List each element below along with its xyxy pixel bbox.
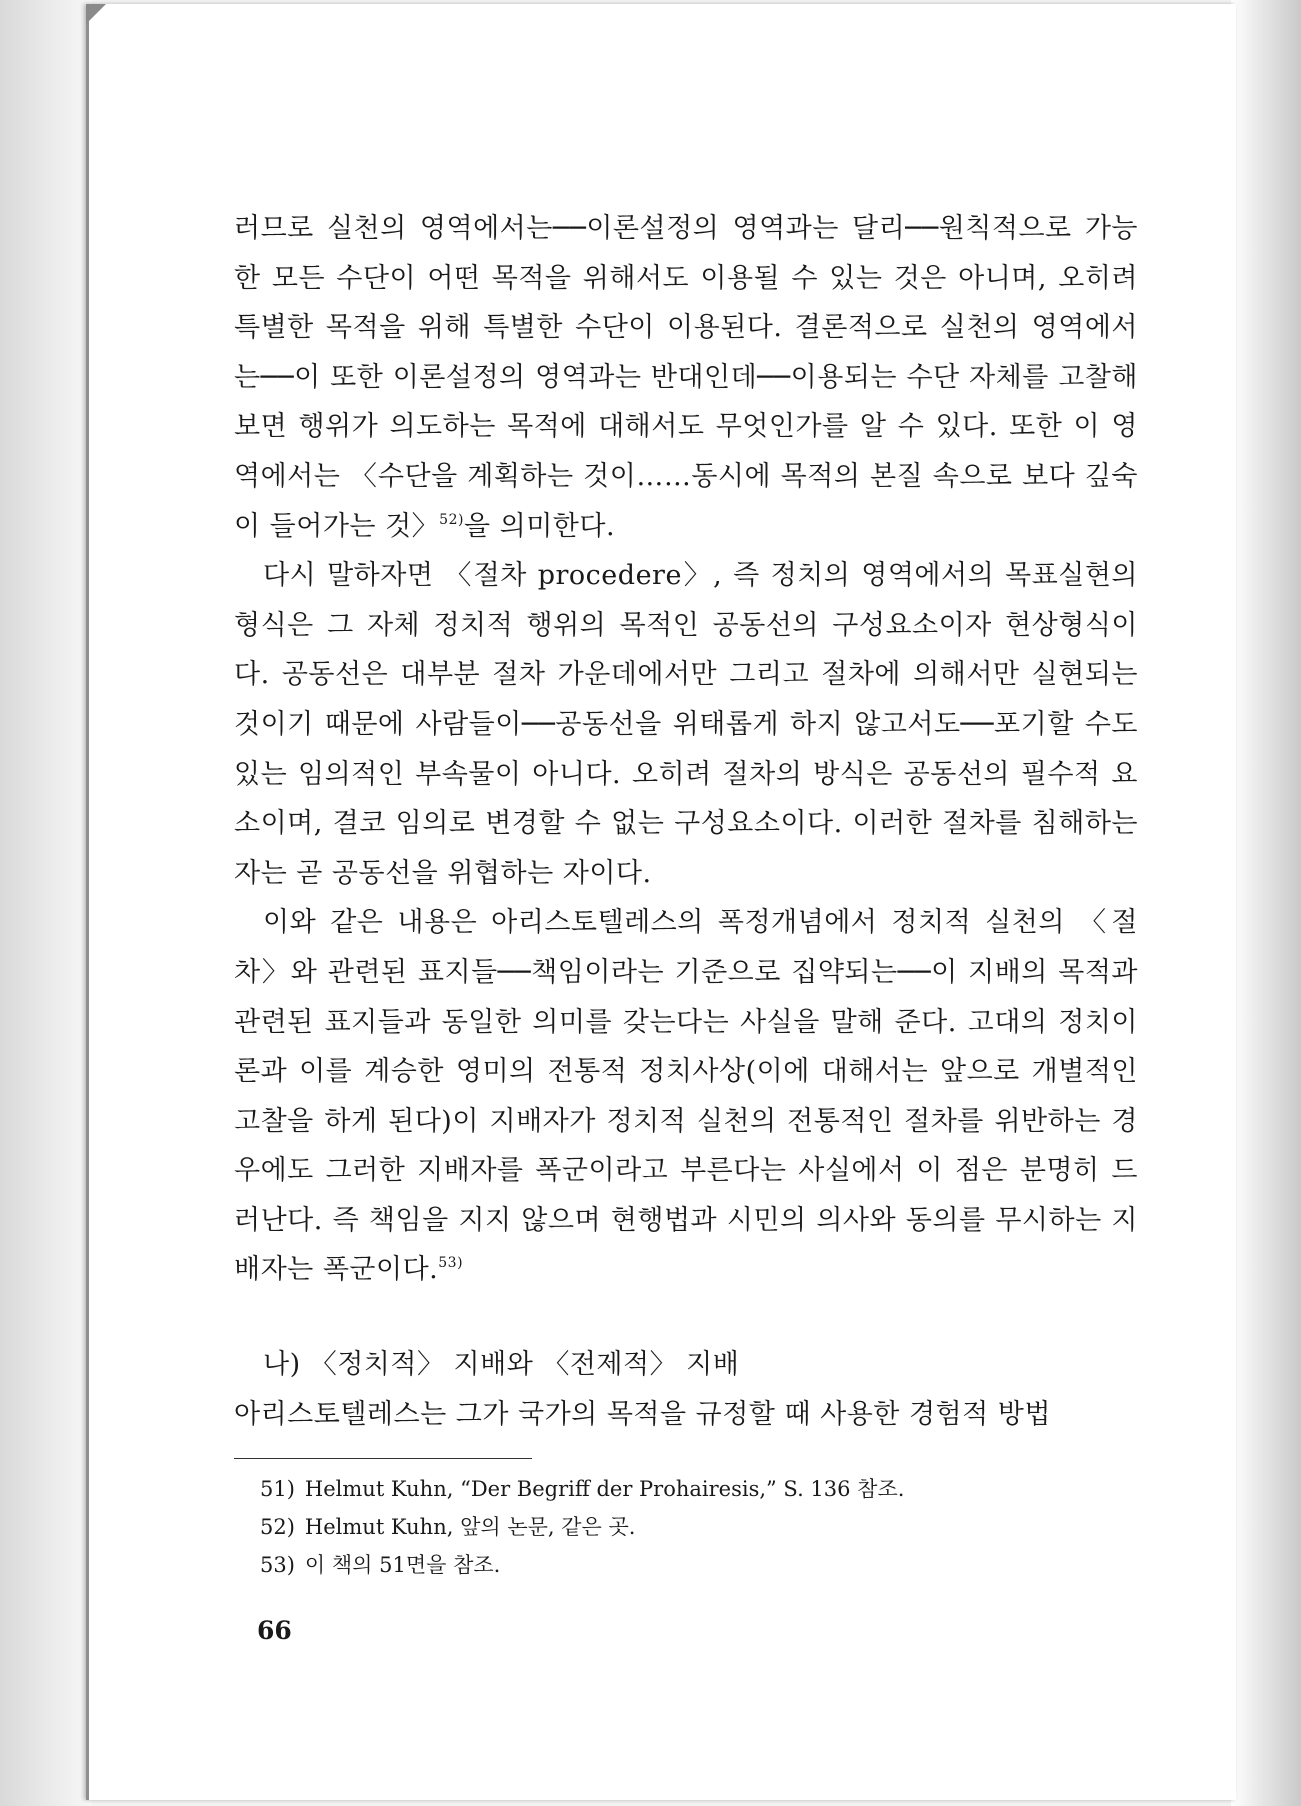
footnote-text: Helmut Kuhn, 앞의 논문, 같은 곳. <box>304 1515 636 1539</box>
footnote-number: 51) <box>260 1477 295 1501</box>
footnote-53 <box>260 1546 1140 1584</box>
footnote-text: 이 책의 51면을 참조. <box>304 1553 501 1577</box>
footnote-reference: 52) <box>439 511 464 528</box>
paragraph-3 <box>234 898 1138 1295</box>
section <box>234 1340 1143 1439</box>
paragraph-text: 이와 같은 내용은 아리스토텔레스의 폭정개념에서 정치적 실천의 〈절차〉와 관련된 표지들──책임이라는 기준으로 집약되는──이 지배의 목적과 관련된 표지들과 동일한 의미를 갖는다는 사실을 말해 준다. 고대의 정치이론과 이를 계승한 영미의 전통적 정치사상(이에 대해서는 앞으로 개별적인 고찰을 하게 된다)이 지배자가 정치적 실천의 전통적인 절차를 위반하는 경우에도 그러한 지배자를 폭군이라고 부른다는 사실에서 이 점은 분명히 드러난다. 즉 책임을 지지 않으며 현행법과 시민의 의사와 동의를 무시하는 지배자는 폭군이다. <box>234 907 1138 1286</box>
footnotes <box>260 1470 1140 1584</box>
footnote-divider <box>234 1458 532 1459</box>
page-edge-shadow <box>1231 0 1301 1806</box>
footnote-text: Helmut Kuhn, “Der Begriff der Prohairesis,” S. 136 참조. <box>304 1477 905 1501</box>
paragraph-text: 러므로 실천의 영역에서는──이론설정의 영역과는 달리──원칙적으로 가능한 모든 수단이 어떤 목적을 위해서도 이용될 수 있는 것은 아니며, 오히려 특별한 목적을 위해 특별한 수단이 이용된다. 결론적으로 실천의 영역에서는──이 또한 이론설정의 영역과는 반대인데──이용되는 수단 자체를 고찰해 보면 행위가 의도하는 목적에 대해서도 무엇인가를 알 수 있다. 또한 이 영역에서는 〈수단을 계획하는 것이……동시에 목적의 본질 속으로 보다 깊숙이 들어가는 것〉 <box>234 213 1138 542</box>
page-number: 66 <box>257 1616 292 1645</box>
footnote-51 <box>260 1470 1140 1508</box>
page-corner-fold <box>86 4 106 24</box>
footnote-number: 53) <box>260 1553 295 1577</box>
section-first-line: 아리스토텔레스는 그가 국가의 목적을 규정할 때 사용한 경험적 방법 <box>234 1398 1051 1430</box>
footnote-52 <box>260 1508 1140 1546</box>
paragraph-text: 다시 말하자면 〈절차 procedere〉, 즉 정치의 영역에서의 목표실현의 형식은 그 자체 정치적 행위의 목적인 공동선의 구성요소이자 현상형식이다. 공동선은 대부분 절차 가운데에서만 그리고 절차에 의해서만 실현되는 것이기 때문에 사람들이──공동선을 위태롭게 하지 않고서도──포기할 수도 있는 임의적인 부속물이 아니다. 오히려 절차의 방식은 공동선의 필수적 요소이며, 결코 임의로 변경할 수 없는 구성요소이다. 이러한 절차를 침해하는 자는 곧 공동선을 위협하는 자이다. <box>234 560 1138 889</box>
paragraph-text-end: 을 의미한다. <box>463 510 616 542</box>
paragraph-1 <box>234 204 1138 551</box>
body-text <box>234 204 1138 1295</box>
footnote-reference: 53) <box>438 1255 464 1272</box>
book-gutter-shadow <box>0 0 92 1806</box>
section-heading: 나) 〈정치적〉 지배와 〈전제적〉 지배 <box>263 1349 740 1380</box>
footnote-number: 52) <box>260 1515 295 1539</box>
paragraph-2 <box>234 551 1138 898</box>
